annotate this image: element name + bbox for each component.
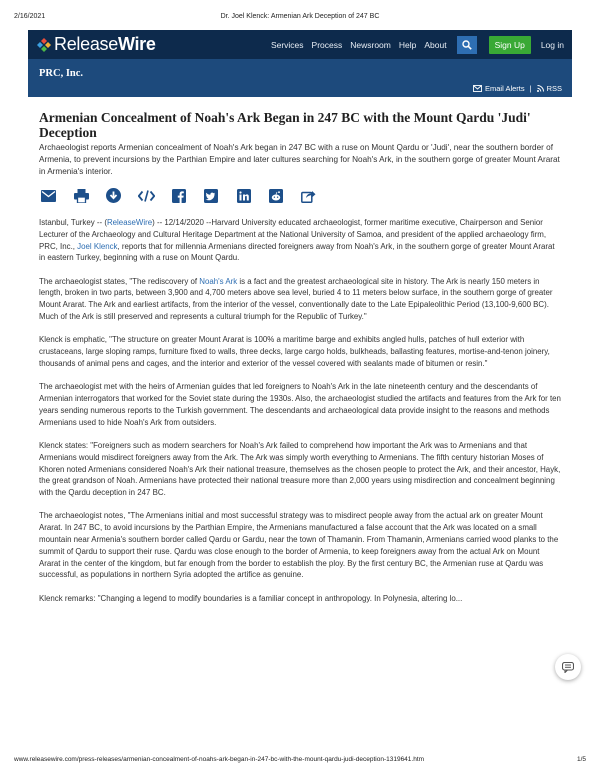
releasewire-logo[interactable]: [36, 34, 156, 55]
main-nav: [263, 36, 572, 54]
search-button[interactable]: [457, 36, 477, 54]
paragraph-2-text: The archaeologist states, "The rediscovery of: [39, 276, 200, 286]
chat-button[interactable]: [555, 654, 581, 680]
releasewire-link[interactable]: ReleaseWire: [106, 218, 153, 227]
print-page-number: 1/5: [576, 756, 586, 763]
paragraph-7: Klenck remarks: "Changing a legend to modify boundaries is a familiar concept in anthropology. In Polynesia, altering lo...: [39, 593, 463, 603]
dateline-text: Istanbul, Turkey -- (: [39, 218, 107, 227]
paragraph-6: The archaeologist notes, "The Armenians initial and most successful strategy was to misdirect people away from the actual ark on greater Mount Ararat. In 247 BC, to avoid incursions by the Parthian Empire, the Armenians manufactured a false account that the Ark was located on a small mountain near Armenia's southern border called Qardu or Gardu, near the town of Thamanin. From Thamanin, Armenians carried wood planks to the summit of Qardu to support their ruse. Qardu was close enough to the border of Armenia, to keep foreigners away from the actual Ark on Mount Ararat in the center of the kingdom, but far enough from the border to establish the ploy. By the first century BC, the Armenian ruse at Qardu was successful, as populations in northern Syria adopted the artifice as genuine.: [39, 511, 559, 580]
nav-help[interactable]: Help: [398, 39, 417, 50]
share-linkedin-button[interactable]: [235, 187, 252, 204]
login-link[interactable]: Log in: [540, 39, 564, 50]
print-title: Dr. Joel Klenck: Armenian Ark Deception of 247 BC: [220, 13, 380, 20]
twitter-icon: [204, 189, 218, 203]
rss-label: RSS: [546, 84, 562, 93]
joel-klenck-link[interactable]: Joel Klenck: [77, 241, 118, 251]
share-facebook-button[interactable]: [170, 187, 187, 204]
paragraph-2-text-2: is a fact and the greatest archaeological site in history. The Ark is nearly 150 meters in length, broken in two parts, between 3,900 and 4,700 meters above sea level, buried 4 to 11 meters below surface, in the southern gorge of greater Mount Ararat. The Ark and earliest artifacts, from the interior of the vessel, conventionally date to the Late Epipaleolithic Period (13,100-9,600 BC). Much of the Ark is still preserved and represents a cultural triumph for the Republic of Turkey.": [39, 276, 553, 322]
share-reddit-button[interactable]: [268, 187, 285, 204]
paragraph-3: Klenck is emphatic, "The structure on greater Mount Ararat is 100% a maritime barge and exhibits angled hulls, patches of hull exterior with crustaceans, large sloping ramps, furniture fixed to walls, three decks, large cargo holds, bulkheads, ballasting features, mortise-and-tenon joinery, thousands of animal pens and cages, and the interior and exterior of the vessel covered with sealants made of bitumen or resin.": [39, 335, 550, 368]
paragraph-2: [39, 276, 561, 323]
nav-services[interactable]: Services: [270, 39, 304, 50]
share-icon: [301, 189, 316, 203]
download-icon: [106, 188, 121, 203]
article-headline: Armenian Concealment of Noah's Ark Began in 247 BC with the Mount Qardu 'Judi' Deception: [39, 110, 531, 140]
company-name[interactable]: PRC, Inc.: [39, 68, 84, 79]
share-email-button[interactable]: [40, 187, 57, 204]
article-body: [39, 217, 561, 616]
print-url: www.releasewire.com/press-releases/armenian-concealment-of-noahs-ark-began-in-247-bc-with-the-mount-qardu-judi-deception-1319641.htm: [14, 756, 425, 763]
alerts-separator: |: [529, 84, 532, 93]
paragraph-5: Klenck states: "Foreigners such as modern searchers for Noah's Ark failed to comprehend how important the Ark was to Armenians and that Armenians would misdirect foreigners away from the Ark. The Ark was simply worth everything to Armenians. The fifth century historian Moses of Khoren noted Armenians considered Noah's Ark their national treasure, themselves as the chosen people to protect the Ark, and their ancestor, Hayk, the great grandson of Noah. Armenians have protected their national treasure more than 2,000 years using misdirection and concealment beginning with the Qardu deception in 247 BC.: [39, 440, 561, 498]
rss-link[interactable]: [537, 84, 562, 93]
noahs-ark-link[interactable]: Noah's Ark: [199, 276, 238, 286]
logo-icon: [36, 37, 52, 53]
share-other-button[interactable]: [300, 187, 317, 204]
facebook-icon: [172, 189, 186, 203]
dateline-text-2: ) -- 12/14/2020 --Harvard University educated archaeologist, former maritime executive, Chairperson and Senior Lecturer of the Archaeology and Cultural Heritage Department at the National University of Samoa, and president of the applied archaeology firm, PRC, Inc.,: [39, 218, 547, 251]
article-summary: Archaeologist reports Armenian concealment of Noah's Ark began in 247 BC with a ruse on Mount Qardu or 'Judi', near the southern border of Armenia, to prevent incursions by the Parthian Empire and later cultures searching for Noah's Ark, in the southern gorge of greater Mount Ararat in Armenia's interior.: [39, 143, 560, 176]
dateline-text-3: , reports that for millennia Armenians directed foreigners away from Noah's Ark, in the southern gorge of greater Mount Ararat in eastern Turkey, beginning with a ruse on Mount Qardu.: [39, 241, 555, 263]
share-twitter-button[interactable]: [203, 187, 220, 204]
paragraph-4: The archaeologist met with the heirs of Armenian guides that led foreigners to Noah's Ark in the late nineteenth century and the descendants of Armenian interrogators that worked for the Soviet state during the 1930s. Also, the archaeologist studied the artifacts and features from the Ark for ten years sending numerous reports to the Turkish government. The descendants and archaeological data provide insight to the reasons and methods Armenians used to hide Noah's Ark from outsiders.: [39, 382, 561, 427]
nav-process[interactable]: Process: [311, 39, 343, 50]
top-navbar: [28, 30, 572, 59]
alerts-links: [473, 84, 562, 93]
email-alerts-link[interactable]: [473, 84, 525, 93]
nav-about[interactable]: About: [424, 39, 447, 50]
chat-icon: [562, 662, 574, 673]
envelope-icon: [41, 190, 56, 202]
download-button[interactable]: [105, 187, 122, 204]
print-button[interactable]: [73, 187, 90, 204]
reddit-icon: [269, 189, 283, 203]
logo-text-bold: Wire: [117, 34, 156, 54]
logo-text-light: Release: [54, 34, 118, 54]
rss-icon: [537, 85, 544, 92]
printer-icon: [74, 189, 89, 203]
print-footer: [14, 756, 586, 766]
signup-button[interactable]: Sign Up: [489, 36, 531, 54]
nav-newsroom[interactable]: Newsroom: [350, 39, 391, 50]
company-bar: [28, 59, 572, 97]
embed-button[interactable]: [138, 187, 155, 204]
print-date: 2/16/2021: [14, 13, 46, 20]
email-alerts-label: Email Alerts: [485, 84, 525, 93]
search-icon: [462, 40, 472, 50]
linkedin-icon: [237, 189, 251, 203]
paragraph-dateline: [39, 217, 561, 264]
envelope-icon: [473, 85, 482, 92]
code-icon: [138, 190, 155, 202]
share-toolbar: [40, 187, 333, 204]
print-header: [14, 13, 586, 23]
